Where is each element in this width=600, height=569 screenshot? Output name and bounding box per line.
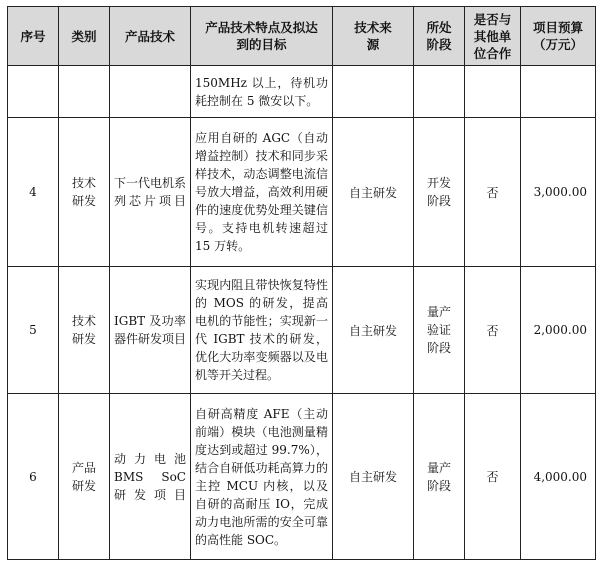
cell-budget: 4,000.00 (521, 394, 596, 560)
cell-features: 150MHz 以上，待机功耗控制在 5 微安以下。 (191, 66, 333, 118)
header-product: 产品技术 (110, 7, 191, 66)
cell-budget: 2,000.00 (521, 267, 596, 394)
table-row (8, 66, 596, 118)
cell-source (333, 66, 414, 118)
cell-cooperation (465, 66, 521, 118)
cell-features: 实现内阻且带快恢复特性的 MOS 的研发，提高电机的节能性；实现新一代 IGBT 技术的研发，优化大功率变频器以及电机等开关过程。 (191, 267, 333, 394)
cell-budget: 3,000.00 (521, 118, 596, 267)
table-row (8, 267, 596, 394)
table-row (8, 394, 596, 560)
cell-seq: 6 (8, 394, 59, 560)
cell-category (59, 66, 110, 118)
cell-seq (8, 66, 59, 118)
cell-stage: 量产阶段 (414, 394, 465, 560)
cell-budget (521, 66, 596, 118)
cell-cooperation: 否 (465, 394, 521, 560)
cell-source: 自主研发 (333, 118, 414, 267)
cell-cooperation: 否 (465, 118, 521, 267)
header-cooperation: 是否与其他单位合作 (465, 7, 521, 66)
cell-stage (414, 66, 465, 118)
header-category: 类别 (59, 7, 110, 66)
header-row (8, 7, 596, 66)
cell-category: 产品研发 (59, 394, 110, 560)
cell-features: 自研高精度 AFE（主动前端）模块（电池测量精度达到或超过 99.7%），结合自研低功耗高算力的主控 MCU 内核，以及自研的高耐压 IO，完成动力电池所需的安全可靠的高性能 SOC。 (191, 394, 333, 560)
cell-cooperation: 否 (465, 267, 521, 394)
header-features: 产品技术特点及拟达到的目标 (191, 7, 333, 66)
header-seq: 序号 (8, 7, 59, 66)
cell-seq: 5 (8, 267, 59, 394)
cell-features: 应用自研的 AGC（自动增益控制）技术和同步采样技术，动态调整电流信号放大增益，高效利用硬件的速度优势处理关键信号。支持电机转速超过 15 万转。 (191, 118, 333, 267)
cell-product (110, 66, 191, 118)
cell-stage: 量产验证阶段 (414, 267, 465, 394)
cell-category: 技术研发 (59, 118, 110, 267)
cell-stage: 开发阶段 (414, 118, 465, 267)
table-row (8, 118, 596, 267)
cell-source: 自主研发 (333, 394, 414, 560)
cell-source: 自主研发 (333, 267, 414, 394)
header-source: 技术来源 (333, 7, 414, 66)
header-stage: 所处阶段 (414, 7, 465, 66)
cell-product: IGBT 及功率器件研发项目 (110, 267, 191, 394)
cell-product: 下一代电机系列芯片项目 (110, 118, 191, 267)
cell-product: 动力电池 BMS SoC 研发项目 (110, 394, 191, 560)
cell-category: 技术研发 (59, 267, 110, 394)
cell-seq: 4 (8, 118, 59, 267)
rd-projects-table (7, 6, 596, 560)
header-budget: 项目预算（万元） (521, 7, 596, 66)
